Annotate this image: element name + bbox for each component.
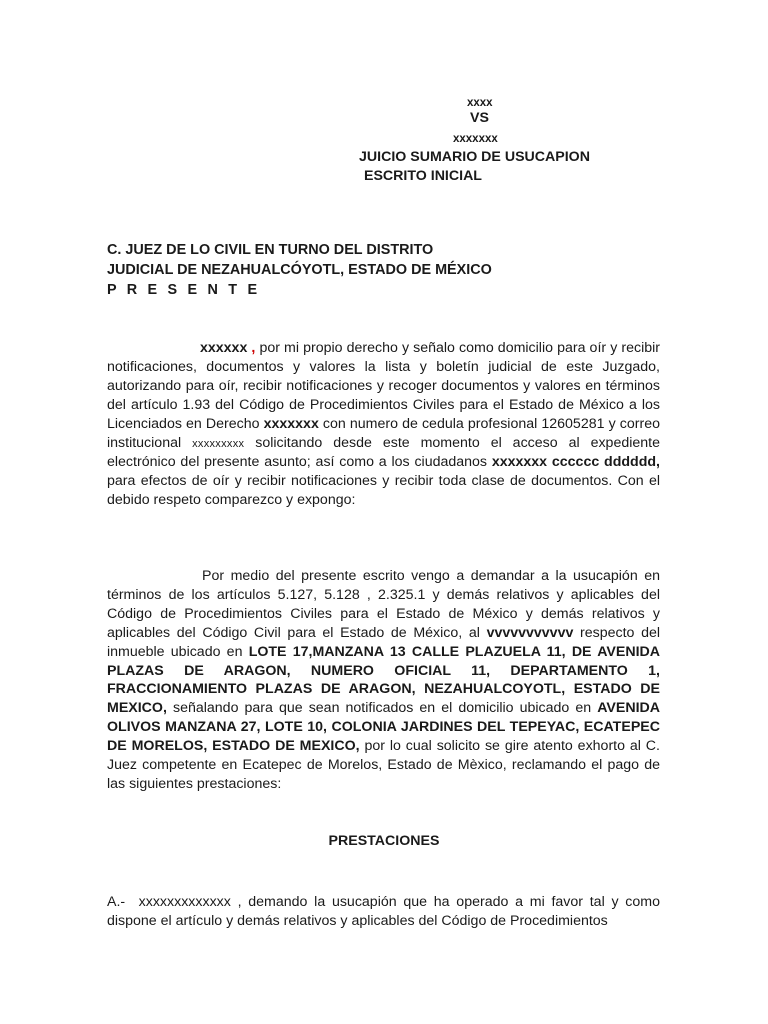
plaintiff-name: xxxxxx [200,340,248,356]
item-a-name: xxxxxxxxxxxxx [138,894,231,910]
versus: VS [470,110,489,126]
red-comma: , [247,340,256,356]
addressee-line2: JUDICIAL DE NEZAHUALCÓYOTL, ESTADO DE MÉXICO [107,262,492,278]
paragraph-claim [107,567,660,794]
p1-text-b: con numero de cedula profesional 12605281 y correo institucional [107,415,660,451]
p2-text-b: respecto del inmueble ubicado en [107,624,661,660]
paragraph-appearance [107,339,660,510]
institutional-email: xxxxxxxxx [192,437,245,450]
defendant-name: vvvvvvvvvvv [486,624,574,641]
prestacion-a [107,893,660,931]
notification-address: AVENIDA OLIVOS MANZANA 27, LOTE 10, COLONIA JARDINES DEL TEPEYAC, ECATEPEC DE MORELOS, ESTADO DE MEXICO, [107,700,660,755]
party2: xxxxxxx [453,133,498,145]
p2-text-a: Por medio del presente escrito vengo a demandar a la usucapión en términos de los artículos 5.127, 5.128 , 2.325.1 y demás relativos y aplicables del Código de Procedimientos Civiles para el Estado de México y demás relativos y aplicables del Código Civil para el Estado de México, al [107,568,660,641]
authorized-citizens: xxxxxxx cccccc dddddd, [491,454,660,471]
addressee-presente: P R E S E N T E [107,282,261,298]
item-a-label: A.- [107,894,126,910]
addressee-block [107,240,492,300]
lawyer-name: xxxxxxx [263,415,319,432]
p1-text-c: solicitando desde este momento el acceso al expediente electrónico del presente asunto; así como a los ciudadanos [107,434,660,471]
p1-text-d: para efectos de oír y recibir notificaciones y recibir toda clase de documentos. Con el debido respeto comparezco y expongo: [107,473,660,509]
p1-text-a: por mi propio derecho y señalo como domicilio para oír y recibir notificaciones, documentos y valores la lista y boletín judicial de este Juzgado, autorizando para oír, recibir notificaciones y recoger documentos y valores en términos del artículo 1.93 del Código de Procedimientos Civiles para el Estado de México a los Licenciados en Derecho [107,340,660,432]
item-a-text: , demando la usucapión que ha operado a mi favor tal y como dispone el artículo y demás relativos y aplicables del Código de Procedimientos [107,894,660,929]
p2-text-d: por lo cual solicito se gire atento exhorto al C. Juez competente en Ecatepec de Morelos, Estado de Mèxico, reclamando el pago de las siguientes prestaciones: [107,738,660,792]
property-address: LOTE 17,MANZANA 13 CALLE PLAZUELA 11, DE AVENIDA PLAZAS DE ARAGON, NUMERO OFICIAL 11, DEPARTAMENTO 1, FRACCIONAMIENTO PLAZAS DE ARAGON, NEZAHUALCOYOTL, ESTADO DE MEXICO, [107,643,660,717]
doc-type: ESCRITO INICIAL [364,168,482,184]
prestaciones-title: PRESTACIONES [328,833,440,849]
addressee-line1: C. JUEZ DE LO CIVIL EN TURNO DEL DISTRITO [107,242,434,258]
party1: xxxx [467,97,493,109]
p2-text-c: señalando para que sean notificados en el domicilio ubicado en [166,700,598,717]
case-type: JUICIO SUMARIO DE USUCAPION [359,149,590,165]
